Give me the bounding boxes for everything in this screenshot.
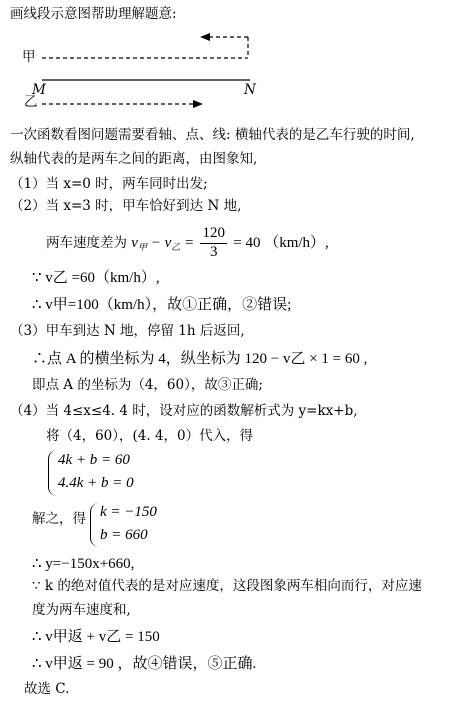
v-yi-line: ∵ v乙 =60（km/h）,: [32, 270, 160, 286]
para-line-2: 纵轴代表的是两车之间的距离，由图象知,: [10, 151, 258, 167]
result-line: ∴ v甲返 = 90 ，故④错误，⑤正确.: [32, 656, 257, 672]
speed-diff: [46, 226, 329, 261]
intro-text: 画线段示意图帮助理解题意:: [10, 6, 177, 22]
fraction-numerator: 120: [200, 226, 227, 244]
step-2: （2）当 x=3 时，甲车恰好到达 N 地,: [10, 198, 242, 214]
because-k-line-2: 度为两车速度和,: [32, 602, 131, 618]
step-3: （3）甲车到达 N 地，停留 1h 后返回,: [10, 323, 245, 339]
solve-prefix: 解之，得: [32, 511, 86, 527]
speed-diff-prefix: 两车速度差为: [46, 234, 127, 251]
speed-diff-suffix: = 40 （km/h）,: [233, 234, 329, 251]
substitute-line: 将（4，60），(4. 4，0）代入，得: [46, 428, 254, 444]
equation-brace: [48, 450, 57, 496]
speed-diff-fraction: [200, 226, 227, 261]
label-m: M: [32, 82, 46, 98]
equation-2: 4.4k + b = 0: [58, 475, 134, 491]
label-yi: 乙: [24, 94, 38, 110]
fraction-denominator: 3: [209, 243, 218, 260]
jia-arrowhead-icon: [200, 33, 210, 41]
label-n: N: [244, 82, 256, 98]
segment-diagram: [0, 0, 474, 120]
y-equation: ∴ y=−150x+660,: [32, 556, 135, 572]
step-1: （1）当 x=0 时，两车同时出发;: [10, 176, 208, 192]
solution-k: k = −150: [100, 504, 157, 520]
solution-brace: [90, 503, 99, 547]
v-jia-line: ∴ v甲=100（km/h），故①正确，②错误;: [32, 297, 292, 313]
label-jia: 甲: [22, 49, 36, 65]
because-k-line-1: ∵ k 的绝对值代表的是对应速度，这段图象两车相向而行，对应速: [32, 578, 422, 594]
equation-1: 4k + b = 60: [58, 452, 130, 468]
para-line-1: 一次函数看图问题需要看轴、点、线: 横轴代表的是乙车行驶的时间,: [10, 127, 415, 143]
yi-arrowhead-icon: [193, 100, 203, 108]
speed-diff-vars: $v_甲 - v_乙$ =: [131, 234, 195, 252]
answer-line: 故选 C.: [24, 681, 70, 697]
solution-b: b = 660: [100, 527, 148, 543]
point-a-coords: ∴点 A 的横坐标为 4，纵坐标为 120 − v乙 × 1 = 60 ,: [32, 351, 368, 367]
point-a: 即点 A 的坐标为（4，60），故③正确;: [32, 377, 263, 393]
step-4: （4）当 4≤x≤4. 4 时，设对应的函数解析式为 y=kx+b,: [10, 403, 358, 419]
sum-line: ∴ v甲返 + v乙 = 150: [32, 629, 160, 645]
